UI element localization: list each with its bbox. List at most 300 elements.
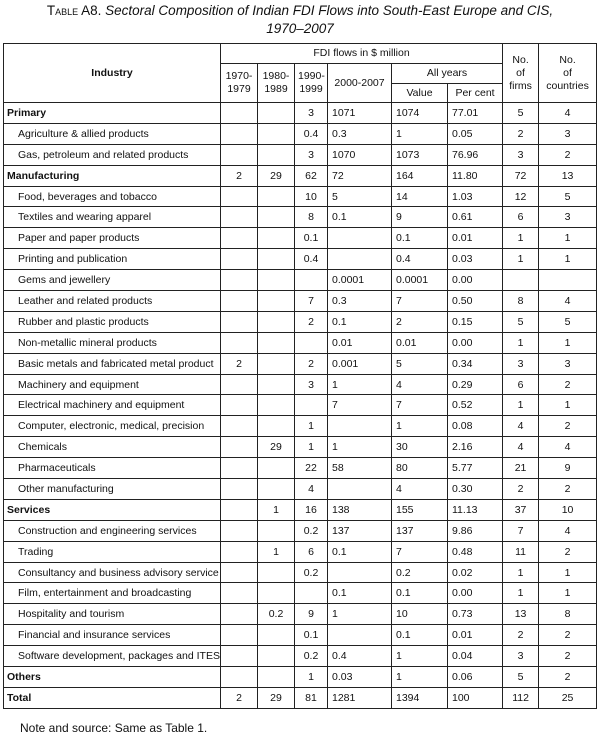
- no-countries-cell: 2: [539, 374, 597, 395]
- all-years-value-cell: 5: [392, 353, 448, 374]
- all-years-percent-cell: 5.77: [448, 458, 503, 479]
- header-period-1970-line1: 1970-: [225, 70, 253, 82]
- category-row: [4, 667, 597, 688]
- industry-cell: Gas, petroleum and related products: [4, 144, 221, 165]
- period-1990-cell: 81: [295, 687, 328, 708]
- industry-cell: Basic metals and fabricated metal product: [4, 353, 221, 374]
- period-1990-cell: 1: [295, 667, 328, 688]
- period-1970-cell: [221, 520, 258, 541]
- all-years-value-cell: 1: [392, 416, 448, 437]
- no-firms-cell: 2: [503, 625, 539, 646]
- table-row: [4, 646, 597, 667]
- table-row: [4, 437, 597, 458]
- header-percent: Per cent: [448, 84, 503, 103]
- period-1970-cell: [221, 311, 258, 332]
- period-1990-cell: 1: [295, 437, 328, 458]
- period-2000-cell: 0.01: [328, 332, 392, 353]
- period-1980-cell: [258, 520, 295, 541]
- no-firms-cell: 1: [503, 562, 539, 583]
- period-1990-cell: 0.1: [295, 625, 328, 646]
- table-row: [4, 562, 597, 583]
- table-row: [4, 123, 597, 144]
- all-years-percent-cell: 0.05: [448, 123, 503, 144]
- header-period-2000: 2000-2007: [328, 64, 392, 103]
- all-years-percent-cell: 0.00: [448, 270, 503, 291]
- table-row: [4, 311, 597, 332]
- no-firms-cell: 21: [503, 458, 539, 479]
- period-1970-cell: [221, 479, 258, 500]
- period-1980-cell: 29: [258, 687, 295, 708]
- period-1980-cell: 29: [258, 165, 295, 186]
- all-years-value-cell: 10: [392, 604, 448, 625]
- no-countries-cell: 25: [539, 687, 597, 708]
- no-countries-cell: 2: [539, 667, 597, 688]
- all-years-value-cell: 0.2: [392, 562, 448, 583]
- industry-cell: Electrical machinery and equipment: [4, 395, 221, 416]
- table-row: [4, 353, 597, 374]
- table-title-text: Sectoral Composition of Indian FDI Flows into South-East Europe and CIS,: [105, 3, 554, 18]
- industry-cell: Agriculture & allied products: [4, 123, 221, 144]
- industry-cell: Pharmaceuticals: [4, 458, 221, 479]
- table-title-years: 1970–2007: [266, 21, 334, 36]
- header-period-1970-line2: 1979: [227, 83, 251, 95]
- period-1990-cell: 2: [295, 353, 328, 374]
- all-years-value-cell: 30: [392, 437, 448, 458]
- header-firms-line3: firms: [509, 79, 532, 92]
- period-1990-cell: [295, 583, 328, 604]
- period-1970-cell: [221, 249, 258, 270]
- no-firms-cell: 1: [503, 395, 539, 416]
- table-row: [4, 228, 597, 249]
- table-row: [4, 625, 597, 646]
- industry-cell: Construction and engineering services: [4, 520, 221, 541]
- all-years-value-cell: 80: [392, 458, 448, 479]
- header-countries-line1: No.: [559, 53, 576, 66]
- industry-cell: Chemicals: [4, 437, 221, 458]
- header-period-1970: [221, 64, 258, 103]
- all-years-percent-cell: 77.01: [448, 103, 503, 124]
- period-1990-cell: 3: [295, 144, 328, 165]
- period-1990-cell: 7: [295, 291, 328, 312]
- period-1980-cell: 1: [258, 499, 295, 520]
- no-firms-cell: 4: [503, 416, 539, 437]
- industry-cell: Machinery and equipment: [4, 374, 221, 395]
- all-years-value-cell: 1: [392, 667, 448, 688]
- period-1980-cell: 1: [258, 541, 295, 562]
- period-1970-cell: [221, 437, 258, 458]
- all-years-percent-cell: 1.03: [448, 186, 503, 207]
- period-1970-cell: [221, 583, 258, 604]
- period-1980-cell: [258, 562, 295, 583]
- period-1990-cell: 16: [295, 499, 328, 520]
- period-1970-cell: 2: [221, 353, 258, 374]
- no-firms-cell: 3: [503, 646, 539, 667]
- industry-cell: Services: [4, 499, 221, 520]
- all-years-value-cell: 1073: [392, 144, 448, 165]
- period-1980-cell: [258, 123, 295, 144]
- period-1980-cell: [258, 291, 295, 312]
- period-1980-cell: [258, 270, 295, 291]
- no-countries-cell: 2: [539, 479, 597, 500]
- header-no-firms: [503, 44, 539, 103]
- period-1980-cell: [258, 186, 295, 207]
- no-countries-cell: 1: [539, 562, 597, 583]
- no-countries-cell: 5: [539, 186, 597, 207]
- no-countries-cell: 4: [539, 291, 597, 312]
- period-1970-cell: [221, 646, 258, 667]
- period-2000-cell: 7: [328, 395, 392, 416]
- all-years-percent-cell: 0.61: [448, 207, 503, 228]
- industry-cell: Textiles and wearing apparel: [4, 207, 221, 228]
- all-years-value-cell: 137: [392, 520, 448, 541]
- industry-cell: Film, entertainment and broadcasting: [4, 583, 221, 604]
- industry-cell: Paper and paper products: [4, 228, 221, 249]
- period-1980-cell: [258, 311, 295, 332]
- period-1970-cell: [221, 458, 258, 479]
- all-years-percent-cell: 0.00: [448, 583, 503, 604]
- industry-cell: Printing and publication: [4, 249, 221, 270]
- industry-cell: Manufacturing: [4, 165, 221, 186]
- period-1970-cell: [221, 395, 258, 416]
- period-2000-cell: 1070: [328, 144, 392, 165]
- period-2000-cell: [328, 228, 392, 249]
- period-2000-cell: 58: [328, 458, 392, 479]
- industry-cell: Gems and jewellery: [4, 270, 221, 291]
- all-years-value-cell: 7: [392, 541, 448, 562]
- all-years-percent-cell: 0.34: [448, 353, 503, 374]
- no-firms-cell: 72: [503, 165, 539, 186]
- period-2000-cell: 72: [328, 165, 392, 186]
- all-years-value-cell: 9: [392, 207, 448, 228]
- no-firms-cell: 112: [503, 687, 539, 708]
- period-2000-cell: [328, 625, 392, 646]
- all-years-percent-cell: 0.01: [448, 625, 503, 646]
- industry-cell: Food, beverages and tobacco: [4, 186, 221, 207]
- industry-cell: Trading: [4, 541, 221, 562]
- period-1990-cell: [295, 270, 328, 291]
- header-fdi-flows: FDI flows in $ million: [221, 44, 503, 64]
- industry-cell: Primary: [4, 103, 221, 124]
- all-years-percent-cell: 0.15: [448, 311, 503, 332]
- period-1990-cell: 3: [295, 103, 328, 124]
- header-period-1990-line2: 1999: [299, 83, 323, 95]
- no-countries-cell: 5: [539, 311, 597, 332]
- all-years-value-cell: 4: [392, 374, 448, 395]
- period-2000-cell: [328, 416, 392, 437]
- period-1970-cell: [221, 123, 258, 144]
- no-firms-cell: 5: [503, 103, 539, 124]
- header-firms-line1: No.: [512, 53, 529, 66]
- table-row: [4, 604, 597, 625]
- all-years-value-cell: 1: [392, 123, 448, 144]
- period-1970-cell: [221, 291, 258, 312]
- table-row: [4, 583, 597, 604]
- table-title: [0, 0, 600, 38]
- period-1990-cell: 3: [295, 374, 328, 395]
- period-1990-cell: [295, 395, 328, 416]
- no-firms-cell: 1: [503, 228, 539, 249]
- no-firms-cell: 37: [503, 499, 539, 520]
- no-countries-cell: 1: [539, 395, 597, 416]
- category-row: [4, 103, 597, 124]
- no-firms-cell: 1: [503, 332, 539, 353]
- no-countries-cell: 2: [539, 625, 597, 646]
- no-countries-cell: 8: [539, 604, 597, 625]
- period-1990-cell: 22: [295, 458, 328, 479]
- no-countries-cell: 4: [539, 520, 597, 541]
- period-1970-cell: [221, 144, 258, 165]
- period-2000-cell: 0.1: [328, 207, 392, 228]
- period-2000-cell: 0.3: [328, 123, 392, 144]
- period-1980-cell: [258, 207, 295, 228]
- period-1970-cell: [221, 667, 258, 688]
- all-years-value-cell: 7: [392, 291, 448, 312]
- period-2000-cell: 0.001: [328, 353, 392, 374]
- header-period-1980-line1: 1980-: [262, 70, 290, 82]
- header-period-1990: [295, 64, 328, 103]
- table-row: [4, 249, 597, 270]
- no-firms-cell: 4: [503, 437, 539, 458]
- period-2000-cell: 1281: [328, 687, 392, 708]
- period-2000-cell: 0.1: [328, 311, 392, 332]
- all-years-value-cell: 2: [392, 311, 448, 332]
- period-1970-cell: [221, 228, 258, 249]
- table-row: [4, 520, 597, 541]
- period-1970-cell: [221, 332, 258, 353]
- table-row: [4, 332, 597, 353]
- period-1990-cell: 0.2: [295, 646, 328, 667]
- no-countries-cell: 1: [539, 332, 597, 353]
- period-2000-cell: [328, 249, 392, 270]
- table-row: [4, 541, 597, 562]
- all-years-value-cell: 164: [392, 165, 448, 186]
- table-row: [4, 458, 597, 479]
- no-firms-cell: 5: [503, 311, 539, 332]
- all-years-value-cell: 4: [392, 479, 448, 500]
- industry-cell: Computer, electronic, medical, precision: [4, 416, 221, 437]
- industry-cell: Other manufacturing: [4, 479, 221, 500]
- no-countries-cell: 3: [539, 353, 597, 374]
- period-1980-cell: 29: [258, 437, 295, 458]
- period-2000-cell: 0.0001: [328, 270, 392, 291]
- period-1980-cell: [258, 625, 295, 646]
- fdi-table: [3, 43, 597, 709]
- no-countries-cell: 1: [539, 583, 597, 604]
- period-1970-cell: [221, 270, 258, 291]
- period-1990-cell: [295, 332, 328, 353]
- period-2000-cell: 0.3: [328, 291, 392, 312]
- category-row: [4, 499, 597, 520]
- no-firms-cell: 13: [503, 604, 539, 625]
- table-row: [4, 207, 597, 228]
- no-firms-cell: 11: [503, 541, 539, 562]
- all-years-value-cell: 14: [392, 186, 448, 207]
- no-firms-cell: 3: [503, 353, 539, 374]
- period-1990-cell: 0.4: [295, 123, 328, 144]
- no-countries-cell: 2: [539, 416, 597, 437]
- all-years-value-cell: 0.4: [392, 249, 448, 270]
- no-firms-cell: 12: [503, 186, 539, 207]
- all-years-percent-cell: 76.96: [448, 144, 503, 165]
- period-1990-cell: 6: [295, 541, 328, 562]
- all-years-percent-cell: 0.02: [448, 562, 503, 583]
- all-years-percent-cell: 0.29: [448, 374, 503, 395]
- all-years-value-cell: 0.01: [392, 332, 448, 353]
- period-1980-cell: [258, 479, 295, 500]
- period-1970-cell: 2: [221, 165, 258, 186]
- all-years-percent-cell: 2.16: [448, 437, 503, 458]
- period-1970-cell: [221, 374, 258, 395]
- no-firms-cell: [503, 270, 539, 291]
- all-years-percent-cell: 0.30: [448, 479, 503, 500]
- industry-cell: Consultancy and business advisory service: [4, 562, 221, 583]
- period-1980-cell: [258, 458, 295, 479]
- period-1980-cell: [258, 416, 295, 437]
- all-years-value-cell: 0.1: [392, 583, 448, 604]
- industry-cell: Leather and related products: [4, 291, 221, 312]
- header-period-1980-line2: 1989: [264, 83, 288, 95]
- period-1970-cell: 2: [221, 687, 258, 708]
- period-1990-cell: 1: [295, 416, 328, 437]
- period-1990-cell: 8: [295, 207, 328, 228]
- all-years-percent-cell: 100: [448, 687, 503, 708]
- no-countries-cell: 4: [539, 437, 597, 458]
- table-header: [4, 44, 597, 103]
- table-body: [4, 103, 597, 709]
- all-years-percent-cell: 0.48: [448, 541, 503, 562]
- table-note: Note and source: Same as Table 1.: [20, 721, 208, 735]
- table-row: [4, 186, 597, 207]
- industry-cell: Financial and insurance services: [4, 625, 221, 646]
- category-row: [4, 165, 597, 186]
- no-countries-cell: 2: [539, 646, 597, 667]
- table-row: [4, 374, 597, 395]
- period-1980-cell: [258, 646, 295, 667]
- no-countries-cell: 2: [539, 144, 597, 165]
- no-countries-cell: 1: [539, 228, 597, 249]
- no-countries-cell: 3: [539, 207, 597, 228]
- period-1970-cell: [221, 625, 258, 646]
- period-2000-cell: 1: [328, 437, 392, 458]
- all-years-value-cell: 1074: [392, 103, 448, 124]
- no-countries-cell: [539, 270, 597, 291]
- period-1990-cell: 0.2: [295, 520, 328, 541]
- period-1980-cell: [258, 249, 295, 270]
- all-years-percent-cell: 11.13: [448, 499, 503, 520]
- all-years-percent-cell: 0.73: [448, 604, 503, 625]
- period-1980-cell: [258, 332, 295, 353]
- period-1970-cell: [221, 103, 258, 124]
- no-countries-cell: 3: [539, 123, 597, 144]
- period-1970-cell: [221, 604, 258, 625]
- period-1990-cell: 10: [295, 186, 328, 207]
- no-countries-cell: 2: [539, 541, 597, 562]
- header-countries-line2: of: [563, 66, 572, 79]
- period-2000-cell: [328, 562, 392, 583]
- all-years-percent-cell: 0.00: [448, 332, 503, 353]
- period-1970-cell: [221, 207, 258, 228]
- all-years-value-cell: 0.1: [392, 625, 448, 646]
- period-2000-cell: 0.4: [328, 646, 392, 667]
- period-1980-cell: [258, 144, 295, 165]
- period-1970-cell: [221, 499, 258, 520]
- period-2000-cell: 0.03: [328, 667, 392, 688]
- period-1980-cell: [258, 103, 295, 124]
- all-years-percent-cell: 0.08: [448, 416, 503, 437]
- period-1970-cell: [221, 416, 258, 437]
- header-countries-line3: countries: [546, 79, 589, 92]
- period-1980-cell: [258, 395, 295, 416]
- table-row: [4, 270, 597, 291]
- no-countries-cell: 1: [539, 249, 597, 270]
- header-industry: Industry: [4, 44, 221, 103]
- industry-cell: Software development, packages and ITES: [4, 646, 221, 667]
- all-years-value-cell: 7: [392, 395, 448, 416]
- no-countries-cell: 13: [539, 165, 597, 186]
- total-row: [4, 687, 597, 708]
- period-2000-cell: 0.1: [328, 541, 392, 562]
- all-years-percent-cell: 0.50: [448, 291, 503, 312]
- period-1990-cell: 0.1: [295, 228, 328, 249]
- period-1980-cell: [258, 228, 295, 249]
- all-years-percent-cell: 0.03: [448, 249, 503, 270]
- no-firms-cell: 5: [503, 667, 539, 688]
- industry-cell: Total: [4, 687, 221, 708]
- period-2000-cell: 1: [328, 604, 392, 625]
- all-years-percent-cell: 0.52: [448, 395, 503, 416]
- header-all-years: All years: [392, 64, 503, 84]
- no-firms-cell: 7: [503, 520, 539, 541]
- period-1990-cell: 9: [295, 604, 328, 625]
- header-value: Value: [392, 84, 448, 103]
- all-years-value-cell: 1394: [392, 687, 448, 708]
- period-1990-cell: 62: [295, 165, 328, 186]
- table-row: [4, 395, 597, 416]
- period-2000-cell: 0.1: [328, 583, 392, 604]
- all-years-value-cell: 0.0001: [392, 270, 448, 291]
- header-period-1990-line1: 1990-: [298, 70, 325, 82]
- no-countries-cell: 9: [539, 458, 597, 479]
- no-firms-cell: 1: [503, 583, 539, 604]
- no-firms-cell: 2: [503, 479, 539, 500]
- period-1980-cell: [258, 667, 295, 688]
- all-years-percent-cell: 9.86: [448, 520, 503, 541]
- period-2000-cell: 5: [328, 186, 392, 207]
- industry-cell: Rubber and plastic products: [4, 311, 221, 332]
- period-1970-cell: [221, 562, 258, 583]
- all-years-value-cell: 1: [392, 646, 448, 667]
- header-period-1980: [258, 64, 295, 103]
- period-1970-cell: [221, 541, 258, 562]
- table-label: Table A8.: [46, 3, 102, 18]
- no-firms-cell: 3: [503, 144, 539, 165]
- period-2000-cell: 138: [328, 499, 392, 520]
- table-row: [4, 144, 597, 165]
- table-wrapper: [3, 43, 597, 709]
- period-1980-cell: [258, 374, 295, 395]
- period-1970-cell: [221, 186, 258, 207]
- no-firms-cell: 8: [503, 291, 539, 312]
- no-firms-cell: 6: [503, 374, 539, 395]
- all-years-percent-cell: 0.04: [448, 646, 503, 667]
- all-years-percent-cell: 11.80: [448, 165, 503, 186]
- header-no-countries: [539, 44, 597, 103]
- no-firms-cell: 1: [503, 249, 539, 270]
- industry-cell: Others: [4, 667, 221, 688]
- all-years-percent-cell: 0.01: [448, 228, 503, 249]
- no-firms-cell: 2: [503, 123, 539, 144]
- all-years-percent-cell: 0.06: [448, 667, 503, 688]
